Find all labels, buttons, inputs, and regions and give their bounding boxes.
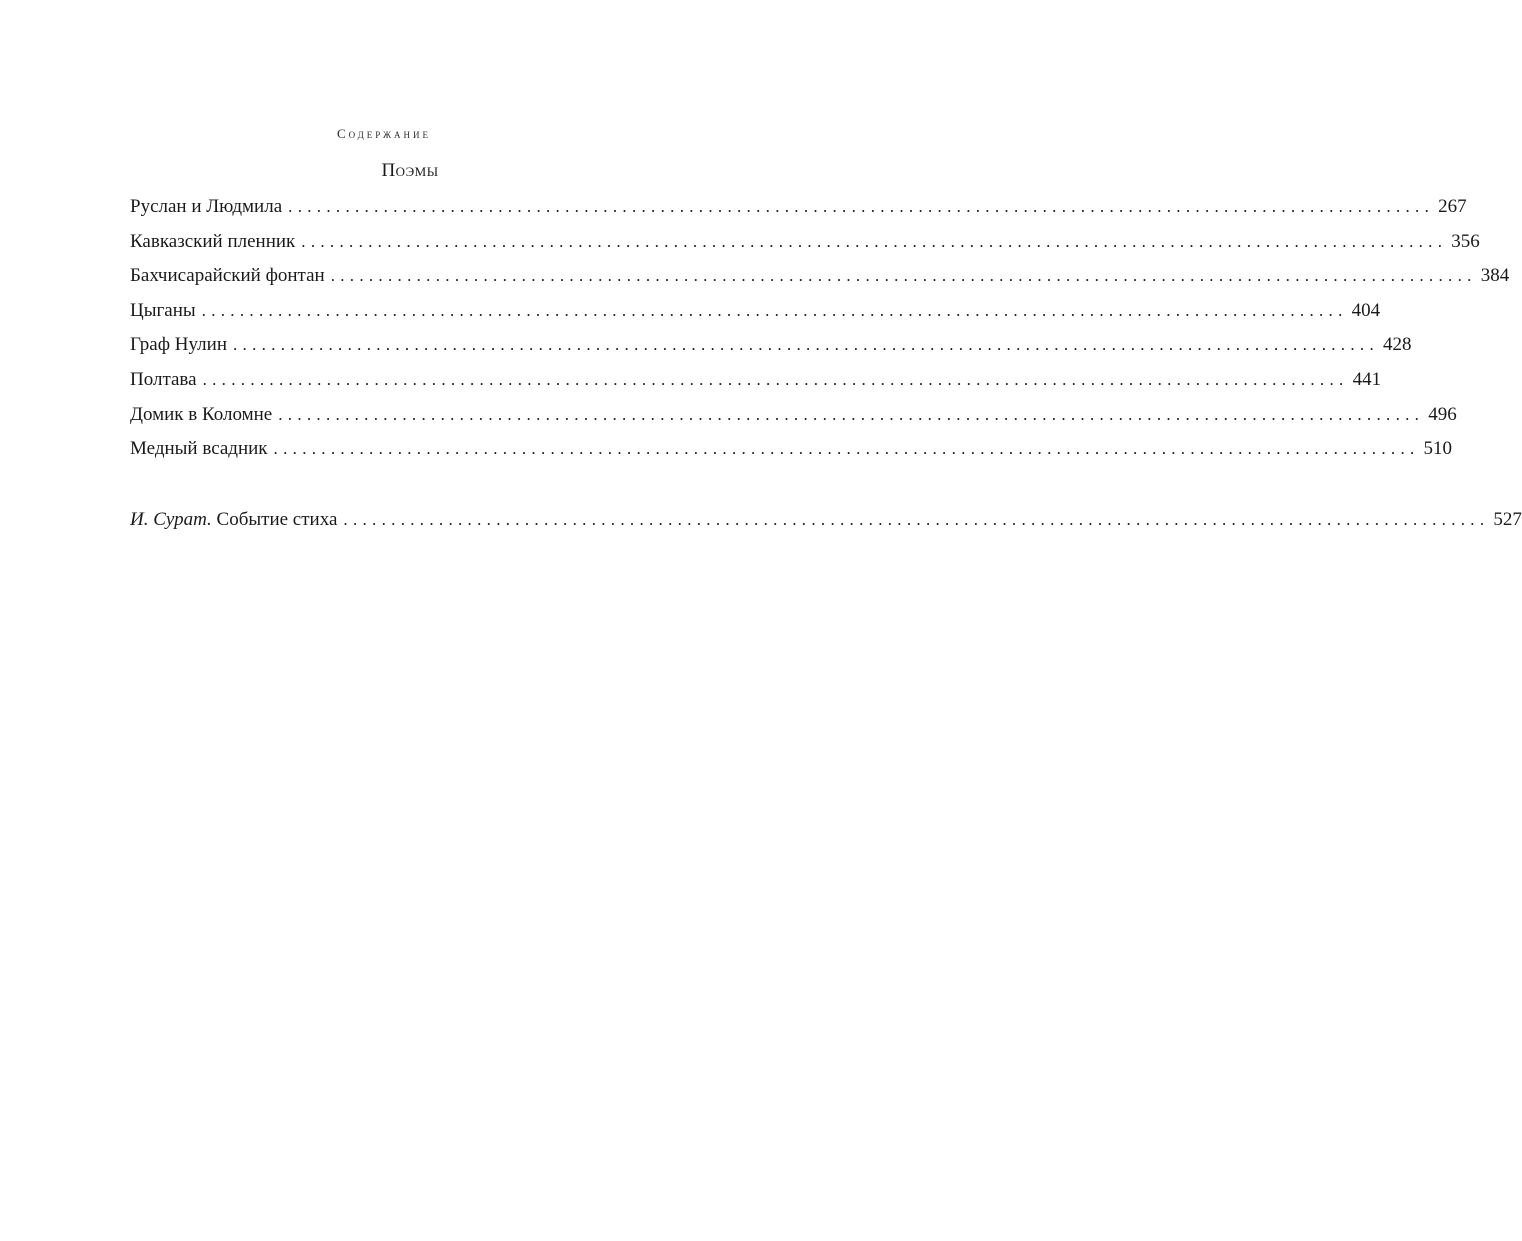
toc-entry-title: Полтава (130, 368, 197, 390)
toc-leader-dots: ........................................................................................................................ (288, 197, 1435, 216)
toc-entry-title: Кавказский пленник (130, 230, 296, 252)
toc-entry-page: 510 (1423, 438, 1453, 460)
toc-leader-dots: ........................................................................................................................ (202, 369, 1349, 389)
toc-entry-page: 441 (1352, 368, 1382, 390)
toc-entry-title: Медный всадник (130, 438, 268, 460)
toc-list (130, 193, 1510, 470)
toc-entry (130, 193, 1467, 228)
afterword-entry (130, 506, 1522, 541)
afterword-essay-title: Событие стиха (216, 509, 338, 530)
section-title-poems: Поэмы (381, 160, 439, 181)
toc-leader-dots: ........................................................................................................................ (273, 439, 1420, 459)
contents-heading: Содержание (336, 126, 432, 141)
toc-leader-dots: ........................................................................................................................ (343, 510, 1490, 529)
toc-entry-title: Бахчисарайский фонтан (130, 265, 325, 287)
toc-entry (130, 401, 1457, 436)
toc-entry-page: 356 (1451, 230, 1480, 252)
toc-entry (130, 331, 1412, 366)
afterword-page: 527 (1493, 509, 1522, 530)
toc-leader-dots: ........................................................................................................................ (201, 300, 1348, 320)
toc-entry (130, 262, 1510, 297)
toc-entry-page: 496 (1428, 403, 1457, 425)
toc-entry-title: Цыганы (130, 299, 196, 321)
toc-entry (130, 297, 1381, 332)
afterword-author: И. Сурат. (130, 509, 212, 530)
toc-entry (130, 506, 1522, 541)
toc-leader-dots: ........................................................................................................................ (330, 266, 1477, 286)
toc-entry-page: 428 (1383, 334, 1412, 356)
toc-entry-title: Руслан и Людмила (130, 196, 283, 217)
toc-entry-page: 404 (1351, 299, 1381, 321)
toc-entry-page: 384 (1480, 265, 1510, 287)
toc-leader-dots: ........................................................................................................................ (301, 231, 1448, 251)
toc-entry-title: Граф Нулин (130, 334, 227, 356)
toc-entry-page: 267 (1438, 196, 1467, 217)
toc-leader-dots: ........................................................................................................................ (278, 404, 1425, 424)
toc-entry (130, 228, 1480, 263)
afterword-title (130, 506, 343, 534)
toc-leader-dots: ........................................................................................................................ (233, 335, 1379, 355)
toc-entry (130, 366, 1382, 401)
toc-entry-title: Домик в Коломне (130, 403, 273, 425)
toc-entry (130, 435, 1453, 470)
